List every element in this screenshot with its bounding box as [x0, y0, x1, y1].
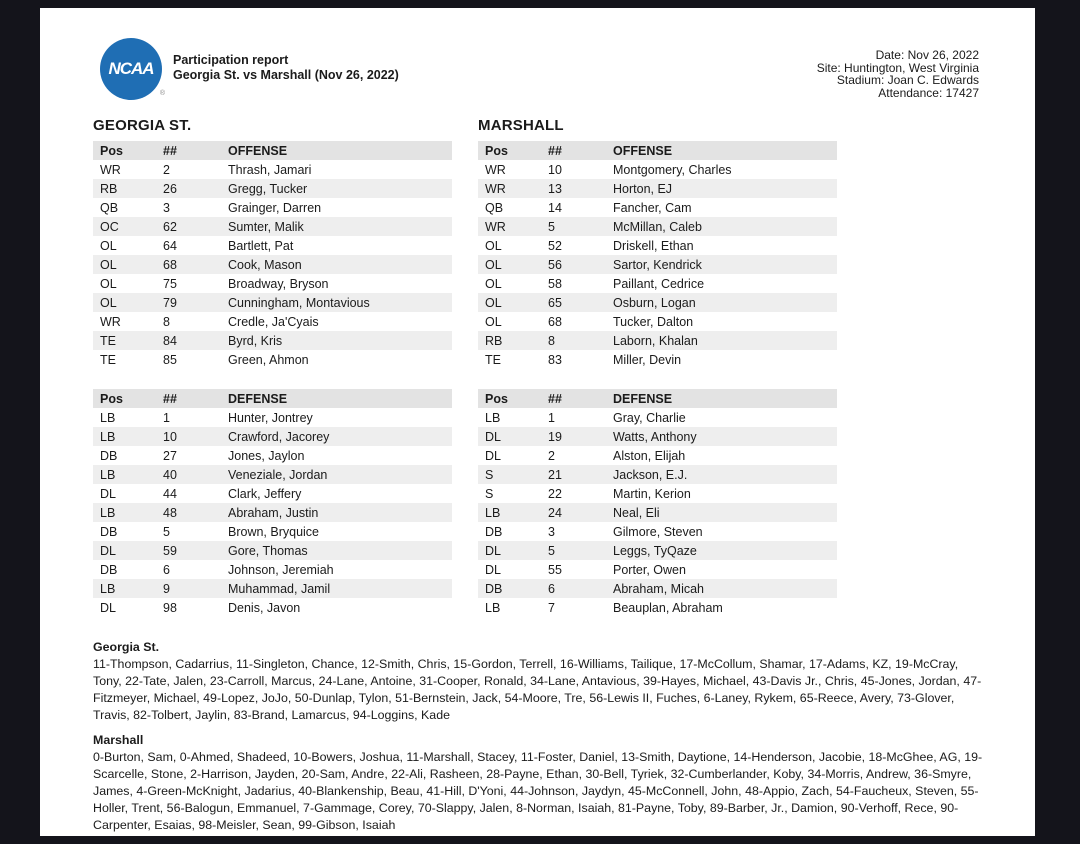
player-name: Muhammad, Jamil [228, 581, 331, 596]
meta-site: Site: Huntington, West Virginia [816, 60, 979, 75]
player-number: 9 [163, 581, 170, 596]
player-name: Thrash, Jamari [228, 162, 312, 177]
player-pos: DL [100, 600, 116, 615]
table-row [93, 179, 452, 198]
table-row [478, 446, 837, 465]
ncaa-logo [100, 38, 165, 100]
player-name: Gilmore, Steven [613, 524, 703, 539]
table-row [93, 160, 452, 179]
player-number: 27 [163, 448, 177, 463]
table-body [478, 160, 837, 369]
player-number: 85 [163, 352, 177, 367]
table-header-row [93, 141, 452, 160]
table-row [478, 427, 837, 446]
table-row [478, 217, 837, 236]
player-pos: OL [100, 295, 117, 310]
player-number: 13 [548, 181, 562, 196]
table-row [478, 293, 837, 312]
player-number: 10 [163, 429, 177, 444]
player-name: Abraham, Micah [613, 581, 705, 596]
player-pos: WR [485, 219, 506, 234]
player-pos: LB [100, 581, 116, 596]
player-pos: LB [485, 600, 501, 615]
player-number: 5 [548, 543, 555, 558]
table-row [93, 217, 452, 236]
player-pos: TE [100, 352, 116, 367]
player-pos: LB [485, 410, 501, 425]
player-name: Hunter, Jontrey [228, 410, 313, 425]
player-name: Paillant, Cedrice [613, 276, 705, 291]
report-title: Participation report [173, 53, 289, 67]
player-name: Abraham, Justin [228, 505, 319, 520]
table-row [478, 522, 837, 541]
table-row [93, 446, 452, 465]
player-number: 44 [163, 486, 177, 501]
table-row [478, 236, 837, 255]
player-name: Montgomery, Charles [613, 162, 732, 177]
georgia-st-participants [93, 639, 990, 724]
table-row [93, 522, 452, 541]
player-number: 1 [548, 410, 555, 425]
player-pos: LB [100, 410, 116, 425]
player-pos: RB [485, 333, 503, 348]
table-header-row [93, 389, 452, 408]
table-row [93, 350, 452, 369]
player-pos: LB [100, 467, 116, 482]
player-pos: DB [485, 581, 503, 596]
player-name: Leggs, TyQaze [613, 543, 697, 558]
player-number: 6 [163, 562, 170, 577]
player-number: 5 [163, 524, 170, 539]
column-header-number: ## [548, 391, 562, 406]
player-pos: OL [100, 238, 117, 253]
player-pos: OL [485, 238, 502, 253]
player-pos: QB [100, 200, 119, 215]
roster-title: Georgia St. [93, 640, 160, 654]
player-number: 68 [163, 257, 177, 272]
player-number: 21 [548, 467, 562, 482]
player-pos: LB [100, 505, 116, 520]
player-name: Crawford, Jacorey [228, 429, 330, 444]
player-number: 2 [548, 448, 555, 463]
table-body [93, 160, 452, 369]
player-pos: DL [485, 562, 501, 577]
table-row [478, 179, 837, 198]
table-row [93, 484, 452, 503]
georgia-st-defense-table [93, 389, 452, 617]
table-row [93, 274, 452, 293]
marshall-participants [93, 732, 990, 835]
player-number: 83 [548, 352, 562, 367]
table-body [93, 408, 452, 617]
table-row [478, 331, 837, 350]
table-row [478, 198, 837, 217]
table-header-row [478, 389, 837, 408]
player-pos: QB [485, 200, 504, 215]
player-pos: OL [100, 257, 117, 272]
table-row [93, 236, 452, 255]
player-number: 7 [548, 600, 555, 615]
player-number: 98 [163, 600, 177, 615]
column-header-number: ## [548, 143, 562, 158]
player-name: Denis, Javon [228, 600, 301, 615]
table-row [93, 579, 452, 598]
table-row [478, 579, 837, 598]
table-row [478, 503, 837, 522]
team-name-georgia-st: GEORGIA ST. [93, 117, 192, 134]
player-name: Sartor, Kendrick [613, 257, 702, 272]
player-name: Bartlett, Pat [228, 238, 294, 253]
player-name: Clark, Jeffery [228, 486, 302, 501]
table-row [478, 312, 837, 331]
player-number: 40 [163, 467, 177, 482]
player-number: 22 [548, 486, 562, 501]
player-name: Gregg, Tucker [228, 181, 308, 196]
table-row [478, 598, 837, 617]
player-pos: OL [485, 295, 502, 310]
player-name: Green, Ahmon [228, 352, 309, 367]
player-number: 59 [163, 543, 177, 558]
player-pos: DL [485, 448, 501, 463]
player-pos: DL [100, 486, 116, 501]
player-number: 68 [548, 314, 562, 329]
player-name: Veneziale, Jordan [228, 467, 328, 482]
player-pos: OL [485, 257, 502, 272]
player-number: 64 [163, 238, 177, 253]
player-name: McMillan, Caleb [613, 219, 702, 234]
player-name: Cook, Mason [228, 257, 302, 272]
player-number: 48 [163, 505, 177, 520]
player-pos: DL [100, 543, 116, 558]
player-pos: LB [100, 429, 116, 444]
table-header-row [478, 141, 837, 160]
player-name: Sumter, Malik [228, 219, 304, 234]
player-number: 3 [548, 524, 555, 539]
player-name: Porter, Owen [613, 562, 686, 577]
table-row [478, 274, 837, 293]
player-name: Broadway, Bryson [228, 276, 329, 291]
player-number: 19 [548, 429, 562, 444]
player-pos: OL [100, 276, 117, 291]
table-row [93, 312, 452, 331]
meta-attendance: Attendance: 17427 [878, 85, 979, 100]
player-pos: DL [485, 543, 501, 558]
player-number: 55 [548, 562, 562, 577]
table-row [478, 350, 837, 369]
player-pos: OL [485, 314, 502, 329]
player-name: Grainger, Darren [228, 200, 322, 215]
player-number: 6 [548, 581, 555, 596]
player-name: Gore, Thomas [228, 543, 308, 558]
table-row [93, 465, 452, 484]
georgia-st-offense-table [93, 141, 452, 369]
table-row [478, 255, 837, 274]
table-row [93, 503, 452, 522]
column-header-unit: OFFENSE [613, 143, 673, 158]
column-header-pos: Pos [485, 391, 508, 406]
game-meta [817, 49, 979, 99]
player-number: 52 [548, 238, 562, 253]
player-name: Watts, Anthony [613, 429, 697, 444]
player-number: 8 [163, 314, 170, 329]
player-number: 65 [548, 295, 562, 310]
player-name: Fancher, Cam [613, 200, 692, 215]
roster-text: 0-Burton, Sam, 0-Ahmed, Shadeed, 10-Bowers, Joshua, 11-Marshall, Stacey, 11-Foster, Daniel, 13-Smith, Daytione, 14-Henderson, Jacobie, 18-McGhee, AG, 19-Scarcelle, Stone, 2-Harrison, Jayden, 20-Sam, Andre, 22-Ali, Rasheen, 28-Payne, Ethan, 30-Bell, Tyriek, 32-Cumberlander, Koby, 34-Morris, Andrew, 36-Smyre, James, 4-Green-McKnight, Jadarius, 40-Blankenship, Beau, 41-Hill, D'Yoni, 44-Johnson, Jaydyn, 45-McConnell, John, 48-Appio, Zach, 54-Faucheux, Steven, 55-Holler, Trent, 56-Balogun, Emmanuel, 7-Gammage, Corey, 70-Slappy, Jalen, 8-Norman, Isaiah, 81-Payne, Toby, 89-Barber, Jr., Damion, 90-Verhoff, Rece, 90-Carpenter, Esaias, 98-Meisler, Sean, 99-Gibson, Isaiah [93, 750, 983, 833]
player-pos: RB [100, 181, 118, 196]
column-header-unit: DEFENSE [613, 391, 673, 406]
player-name: Credle, Ja'Cyais [228, 314, 319, 329]
player-name: Gray, Charlie [613, 410, 686, 425]
player-number: 79 [163, 295, 177, 310]
player-name: Laborn, Khalan [613, 333, 698, 348]
column-header-number: ## [163, 391, 177, 406]
player-number: 1 [163, 410, 170, 425]
player-pos: TE [485, 352, 501, 367]
table-row [93, 198, 452, 217]
roster-text: 11-Thompson, Cadarrius, 11-Singleton, Chance, 12-Smith, Chris, 15-Gordon, Terrell, 16-Williams, Tailique, 17-McCollum, Shamar, 17-Adams, KZ, 19-McCray, Tony, 22-Tate, Jalen, 23-Carroll, Marcus, 24-Lane, Antoine, 31-Cooper, Ronald, 34-Lane, Antavious, 39-Hayes, Michael, 43-Davis Jr., Chris, 45-Jones, Jordan, 47-Fitzmeyer, Michael, 49-Lopez, JoJo, 50-Dunlap, Tylon, 51-Bernstein, Jack, 54-Moore, Tre, 56-Lewis II, Fuches, 6-Laney, Rykem, 65-Reece, Avery, 73-Glover, Travis, 82-Tolbert, Jaylin, 83-Brand, Lamarcus, 94-Loggins, Kade [93, 657, 982, 723]
player-name: Martin, Kerion [613, 486, 691, 501]
table-row [93, 255, 452, 274]
player-name: Beauplan, Abraham [613, 600, 723, 615]
player-name: Jackson, E.J. [613, 467, 688, 482]
column-header-unit: DEFENSE [228, 391, 288, 406]
player-name: Neal, Eli [613, 505, 660, 520]
player-pos: OC [100, 219, 119, 234]
player-number: 5 [548, 219, 555, 234]
player-name: Cunningham, Montavious [228, 295, 370, 310]
column-header-pos: Pos [485, 143, 508, 158]
table-row [93, 408, 452, 427]
table-row [93, 541, 452, 560]
table-row [478, 484, 837, 503]
player-number: 62 [163, 219, 177, 234]
player-name: Alston, Elijah [613, 448, 686, 463]
player-pos: DL [485, 429, 501, 444]
report-subtitle: Georgia St. vs Marshall (Nov 26, 2022) [173, 68, 399, 82]
player-name: Brown, Bryquice [228, 524, 320, 539]
table-row [93, 293, 452, 312]
table-row [93, 427, 452, 446]
table-row [478, 560, 837, 579]
player-name: Johnson, Jeremiah [228, 562, 334, 577]
player-number: 10 [548, 162, 562, 177]
player-pos: S [485, 486, 494, 501]
player-name: Osburn, Logan [613, 295, 696, 310]
team-name-marshall: MARSHALL [478, 117, 564, 134]
player-pos: DB [100, 524, 118, 539]
player-name: Miller, Devin [613, 352, 682, 367]
table-row [93, 560, 452, 579]
ncaa-logo-text: NCAA [108, 59, 154, 78]
player-name: Driskell, Ethan [613, 238, 694, 253]
player-name: Jones, Jaylon [228, 448, 305, 463]
player-pos: WR [485, 181, 506, 196]
player-name: Tucker, Dalton [613, 314, 694, 329]
column-header-pos: Pos [100, 391, 123, 406]
table-row [478, 408, 837, 427]
player-pos: WR [100, 314, 121, 329]
player-number: 26 [163, 181, 177, 196]
player-pos: DB [100, 562, 118, 577]
player-number: 8 [548, 333, 555, 348]
table-row [478, 541, 837, 560]
player-pos: WR [485, 162, 506, 177]
roster-title: Marshall [93, 733, 144, 747]
player-pos: WR [100, 162, 121, 177]
report-page [40, 8, 1035, 836]
table-row [93, 598, 452, 617]
meta-date: Date: Nov 26, 2022 [875, 48, 979, 62]
player-number: 56 [548, 257, 562, 272]
table-row [93, 331, 452, 350]
column-header-unit: OFFENSE [228, 143, 288, 158]
player-number: 14 [548, 200, 562, 215]
registered-trademark-icon: ® [159, 90, 165, 97]
player-name: Horton, EJ [613, 181, 673, 196]
player-number: 75 [163, 276, 177, 291]
table-body [478, 408, 837, 617]
table-row [478, 465, 837, 484]
marshall-defense-table [478, 389, 837, 617]
column-header-number: ## [163, 143, 177, 158]
report-header [173, 53, 399, 83]
player-pos: OL [485, 276, 502, 291]
player-number: 58 [548, 276, 562, 291]
column-header-pos: Pos [100, 143, 123, 158]
player-name: Byrd, Kris [228, 333, 283, 348]
player-number: 24 [548, 505, 562, 520]
marshall-offense-table [478, 141, 837, 369]
player-pos: DB [485, 524, 503, 539]
player-number: 84 [163, 333, 177, 348]
player-pos: DB [100, 448, 118, 463]
player-pos: TE [100, 333, 116, 348]
meta-stadium: Stadium: Joan C. Edwards [836, 73, 979, 88]
player-pos: LB [485, 505, 501, 520]
player-number: 2 [163, 162, 170, 177]
player-pos: S [485, 467, 494, 482]
player-number: 3 [163, 200, 170, 215]
table-row [478, 160, 837, 179]
